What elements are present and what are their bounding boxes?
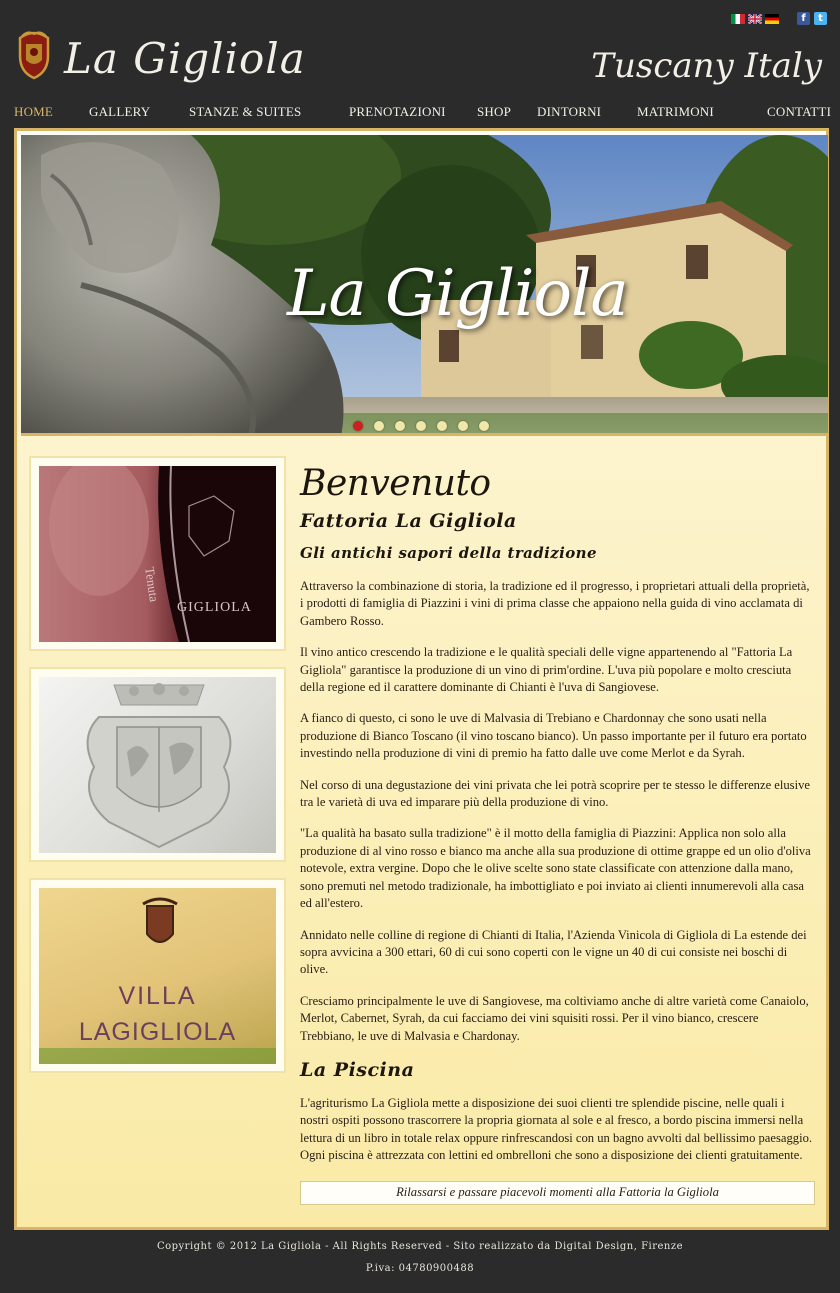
glass-label-line-2: GIGLIOLA	[177, 600, 252, 615]
site-footer	[0, 1240, 840, 1284]
subtitle-heading: Gli antichi sapori della tradizione	[300, 544, 597, 562]
slider-dot[interactable]	[479, 421, 489, 431]
sign-line-2: LAGIGLIOLA	[78, 1018, 237, 1046]
twitter-icon[interactable]: t	[814, 12, 827, 25]
sign-line-1: VILLA	[118, 982, 197, 1010]
content-paragraph: A fianco di questo, ci sono le uve di Malvasia di Trebiano e Chardonnay che sono usati nella produzione di Bianco Toscano (il vino toscano bianco). Un passo importante per il futuro era portato investindo nella produzione di vini di premio ha fatto dalle uve come Merlot e da Syrah.	[300, 711, 807, 761]
welcome-heading: Benvenuto	[300, 463, 491, 504]
site-header	[0, 0, 840, 128]
footer-vat: P.iva: 04780900488	[365, 1263, 475, 1274]
coat-of-arms-photo[interactable]	[39, 677, 276, 853]
nav-gallery[interactable]: GALLERY	[89, 104, 151, 119]
slider-dots	[353, 421, 489, 431]
photo-card-wine-glass	[29, 456, 286, 651]
relax-note-box: Rilassarsi e passare piacevoli momenti alla Fattoria la Gigliola	[300, 1181, 815, 1205]
nav-prenotazioni[interactable]: PRENOTAZIONI	[349, 104, 446, 119]
facebook-icon[interactable]: f	[797, 12, 810, 25]
photo-card-coat-of-arms	[29, 667, 286, 862]
slider-dot[interactable]	[395, 421, 405, 431]
content-paragraph: Cresciamo principalmente le uve di Sangiovese, ma coltiviamo anche di altre varietà come Canaiolo, Merlot, Cabernet, Syrah, da cui facciamo dei vini squisiti rossi. Per il vino bianco, crescere Trebbiano, le uve di Malvasia e Chardonay.	[300, 993, 809, 1043]
footer-copyright: Copyright © 2012 La Gigliola - All Rights Reserved - Sito realizzato da Digital Design, Firenze	[156, 1241, 684, 1252]
content-paragraph: Il vino antico crescendo la tradizione e le qualità speciali delle vigne appartenendo al "Fattoria La Gigliola" garantisce la produzione di un vino di prim'ordine. L'uva più popolare e molto cresciuta della regione ed il carattere dominante di Chianti è l'uva di Sangiovese.	[300, 645, 793, 695]
farm-title: Fattoria La Gigliola	[300, 510, 517, 532]
wine-glass-photo[interactable]	[39, 466, 276, 642]
nav-home[interactable]: HOME	[14, 104, 54, 119]
slider-dot[interactable]	[458, 421, 468, 431]
nav-dintorni[interactable]: DINTORNI	[537, 104, 602, 119]
villa-sign-photo[interactable]	[39, 888, 276, 1064]
main-content	[300, 462, 815, 1205]
nav-shop[interactable]: SHOP	[477, 104, 512, 119]
language-selector	[731, 14, 779, 24]
content-paragraph: Annidato nelle colline di regione di Chianti di Italia, l'Azienda Vinicola di Gigliola di La estende dei sopra avvicina a 300 ettari, 60 di cui sono coperti con le vigne un 40 di cui consiste nei boschi di olive.	[300, 927, 807, 977]
nav-stanze-suites[interactable]: STANZE & SUITES	[189, 104, 302, 119]
site-tagline: Tuscany Italy	[591, 46, 822, 86]
german-flag-icon[interactable]	[765, 14, 779, 24]
main-nav	[0, 104, 840, 122]
hero-title: La Gigliola	[287, 257, 628, 331]
social-links	[797, 12, 827, 25]
slider-dot[interactable]	[416, 421, 426, 431]
uk-flag-icon[interactable]	[748, 14, 762, 24]
italian-flag-icon[interactable]	[731, 14, 745, 24]
hero-slider[interactable]	[21, 135, 828, 436]
nav-matrimoni[interactable]: MATRIMONI	[637, 104, 714, 119]
content-paragraph: Nel corso di una degustazione dei vini privata che lei potrà scoprire per te stesso le differenze elusive tra le varietà di uva ed imparare più della produzione di vino.	[300, 777, 810, 810]
slider-dot[interactable]	[353, 421, 363, 431]
content-paragraph: Attraverso la combinazione di storia, la tradizione ed il progresso, i proprietari attuali della proprietà, i prodotti di famiglia di Piazzini i vini di prima classe che appaiono nella guida di vino acclamata di Gambero Rosso.	[300, 579, 810, 628]
content-paragraph: "La qualità ha basato sulla tradizione" è il motto della famiglia di Piazzini: Applica non solo alla produzione di al vino rosso e bianco ma anche alla sua produzione di ottime grappe ed un olio d'oliva notevole, extra vergine. Dopo che le olive scelte sono state classificate con attenzione dalla mano, sono premuti nel metodo tradizionale, ha imbottigliato e poi inviato ai clienti innumerevoli alla casa ed all'estero.	[300, 826, 811, 911]
pool-paragraph: L'agriturismo La Gigliola mette a disposizione dei suoi clienti tre splendide piscine, nelle quali i nostri ospiti possono trascorrere la propria giornata al sole e al fresco, a bordo piscina immersi nella lettura di un libro in totale relax oppure rinfrescandosi con un bagno avvolti dal bellissimo paesaggio. Ogni piscina è attrezzata con lettini ed ombrelloni che sono a disposizione dei clienti gratuitamente.	[300, 1095, 813, 1163]
glass-label-line-1: Tenuta	[142, 566, 162, 603]
photo-card-villa-sign	[29, 878, 286, 1073]
nav-contatti[interactable]: CONTATTI	[767, 104, 832, 119]
slider-dot[interactable]	[437, 421, 447, 431]
pool-heading: La Piscina	[300, 1058, 415, 1081]
site-logo-text[interactable]: La Gigliola	[64, 34, 306, 83]
crest-icon[interactable]	[14, 30, 54, 80]
slider-dot[interactable]	[374, 421, 384, 431]
coat-of-arms-graphic	[39, 677, 276, 853]
